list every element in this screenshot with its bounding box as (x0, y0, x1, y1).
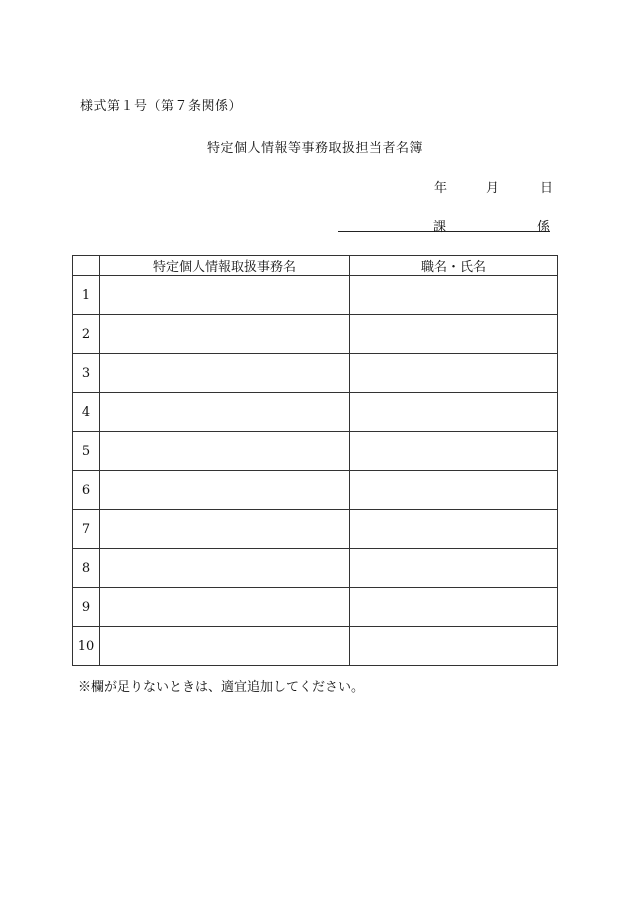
footnote: ※欄が足りないときは、適宜追加してください。 (78, 680, 365, 695)
name-cell[interactable] (350, 549, 558, 588)
name-cell[interactable] (350, 393, 558, 432)
table-row (73, 471, 558, 510)
task-cell[interactable] (100, 549, 350, 588)
header-task-name: 特定個人情報取扱事務名 (100, 256, 350, 276)
table-row (73, 432, 558, 471)
row-number: 6 (73, 471, 100, 510)
row-number: 7 (73, 510, 100, 549)
row-number: 10 (73, 627, 100, 666)
task-cell[interactable] (100, 471, 350, 510)
task-cell[interactable] (100, 510, 350, 549)
task-cell[interactable] (100, 354, 350, 393)
register-table (72, 255, 558, 666)
name-cell[interactable] (350, 354, 558, 393)
table-row (73, 549, 558, 588)
department-ka-label: 課 (433, 220, 447, 235)
task-cell[interactable] (100, 627, 350, 666)
task-cell[interactable] (100, 588, 350, 627)
date-year-label: 年 (434, 181, 448, 196)
table-header-row (73, 256, 558, 276)
name-cell[interactable] (350, 627, 558, 666)
name-cell[interactable] (350, 276, 558, 315)
row-number: 9 (73, 588, 100, 627)
table-row (73, 510, 558, 549)
task-cell[interactable] (100, 393, 350, 432)
name-cell[interactable] (350, 588, 558, 627)
name-cell[interactable] (350, 510, 558, 549)
name-cell[interactable] (350, 432, 558, 471)
table-row (73, 627, 558, 666)
name-cell[interactable] (350, 315, 558, 354)
name-cell[interactable] (350, 471, 558, 510)
table-row (73, 315, 558, 354)
task-cell[interactable] (100, 432, 350, 471)
table-row (73, 276, 558, 315)
page-title: 特定個人情報等事務取扱担当者名簿 (206, 141, 423, 156)
table-row (73, 354, 558, 393)
row-number: 5 (73, 432, 100, 471)
row-number: 1 (73, 276, 100, 315)
form-number: 様式第１号（第７条関係） (80, 99, 243, 114)
header-number (73, 256, 100, 276)
row-number: 3 (73, 354, 100, 393)
row-number: 4 (73, 393, 100, 432)
date-month-label: 月 (486, 181, 500, 196)
task-cell[interactable] (100, 276, 350, 315)
row-number: 2 (73, 315, 100, 354)
table-row (73, 393, 558, 432)
table-row (73, 588, 558, 627)
department-kakari-label: 係 (537, 220, 551, 235)
date-day-label: 日 (540, 181, 554, 196)
task-cell[interactable] (100, 315, 350, 354)
row-number: 8 (73, 549, 100, 588)
header-title-name: 職名・氏名 (350, 256, 558, 276)
